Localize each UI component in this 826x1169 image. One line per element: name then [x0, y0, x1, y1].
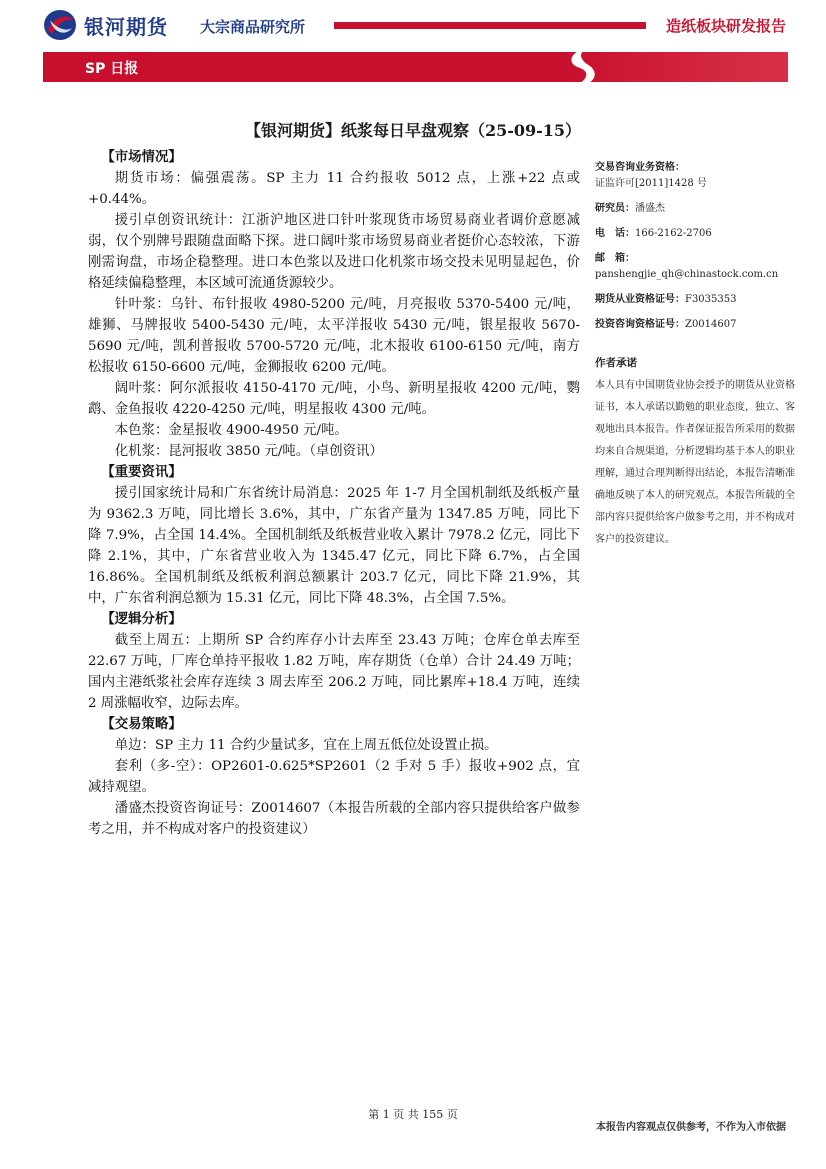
section-heading: 【逻辑分析】 — [101, 611, 182, 627]
body-paragraph: 单边：SP 主力 11 合约少量试多，宜在上周五低位处设置止损。 — [114, 738, 498, 753]
body-paragraph: 针叶浆：乌针、布针报收 4980-5200 元/吨，月亮报收 5370-5400 元/吨，雄狮、马牌报收 5400-5430 元/吨，太平洋报收 5430 元/吨，银星报收 5670-5690 元/吨，凯利普报收 5700-5720 元/吨，北木报收 6100-6150 元/吨，南方松报收 6150-6600 元/吨，金狮报收 6200 元/吨。 — [88, 297, 580, 375]
logo — [42, 8, 168, 42]
body-paragraph: 截至上周五：上期所 SP 合约库存小计去库至 23.43 万吨；仓库仓单去库至 22.67 万吨，厂库仓单持平报收 1.82 万吨，库存期货（仓单）合计 24.49 万吨；国内主港纸浆社会库存连续 3 周去库至 206.2 万吨，同比累库+18.4 万吨，连续 2 周涨幅收窄，边际去库。 — [88, 633, 580, 711]
brand-name: 银河期货 — [84, 14, 168, 39]
footer-disclaimer: 本报告内容观点仅供参考，不作为入市依据 — [596, 1122, 786, 1133]
header-rule — [334, 22, 646, 29]
report-body — [88, 147, 580, 840]
swoosh-icon — [556, 46, 606, 88]
body-paragraph: 本色浆：金星报收 4900-4950 元/吨。 — [114, 423, 348, 438]
email-row — [595, 251, 795, 283]
report-title: 【银河期货】纸浆每日早盘观察（25-09-15） — [244, 121, 582, 140]
invest-cert-number: Z0014607 — [685, 319, 737, 330]
commitment-text: 本人具有中国期货业协会授予的期货从业资格证书，本人承诺以勤勉的职业态度，独立、客观地出具本报告。作者保证报告所采用的数据均来自合规渠道，分析逻辑均基于本人的职业理解，通过合理判断得出结论，本报告清晰准确地反映了本人的研究观点。本报告所载的全部内容只提供给客户做参考之用，并不构成对客户的投资建议。 — [595, 380, 795, 545]
phone-number: 166-2162-2706 — [635, 228, 712, 239]
banner-label: SP 日报 — [85, 61, 139, 77]
institute-name: 大宗商品研究所 — [200, 18, 306, 36]
futures-cert-label: 期货从业资格证号： — [595, 294, 685, 305]
report-type: 造纸板块研发报告 — [665, 17, 786, 35]
license-number: 证监许可[2011]1428 号 — [595, 178, 707, 189]
section-heading: 【市场情况】 — [101, 149, 182, 165]
researcher-row — [595, 201, 795, 217]
body-paragraph: 化机浆：昆河报收 3850 元/吨。（卓创资讯） — [114, 444, 383, 459]
qualification-label: 交易咨询业务资格： — [595, 162, 685, 173]
futures-cert-row — [595, 292, 795, 308]
researcher-label: 研究员： — [595, 203, 635, 214]
invest-cert-label: 投资咨询资格证号： — [595, 319, 685, 330]
email-address: panshengjie_qh@chinastock.com.cn — [595, 269, 779, 280]
body-paragraph: 阔叶浆：阿尔派报收 4150-4170 元/吨，小鸟、新明星报收 4200 元/吨，鹦鹉、金鱼报收 4220-4250 元/吨，明星报收 4300 元/吨。 — [88, 381, 580, 417]
futures-cert-number: F3035353 — [685, 294, 737, 305]
galaxy-logo-icon — [42, 8, 78, 42]
body-paragraph: 套利（多-空）：OP2601-0.625*SP2601（2 手对 5 手）报收+902 点，宜减持观望。 — [88, 759, 580, 795]
page-header — [0, 0, 826, 90]
body-paragraph: 期货市场：偏强震荡。SP 主力 11 合约报收 5012 点，上涨+22 点或+0.44%。 — [88, 171, 580, 207]
body-paragraph: 潘盛杰投资咨询证号：Z0014607（本报告所载的全部内容只提供给客户做参考之用，并不构成对客户的投资建议） — [88, 801, 580, 837]
phone-label: 电 话： — [595, 228, 635, 239]
sidebar — [595, 160, 795, 551]
report-banner — [43, 52, 788, 82]
commitment-title: 作者承诺 — [595, 357, 637, 369]
invest-cert-row — [595, 317, 795, 333]
phone-row — [595, 226, 795, 242]
email-label: 邮 箱： — [595, 253, 635, 264]
qualification-block — [595, 160, 795, 192]
body-paragraph: 援引卓创资讯统计：江浙沪地区进口针叶浆现货市场贸易商业者调价意愿减弱，仅个别牌号跟随盘面略下探。进口阔叶浆市场贸易商业者挺价心态较浓，下游刚需询盘，市场企稳整理。进口本色浆以及进口化机浆市场交投未见明显起色，价格延续偏稳整理，本区域可流通货源较少。 — [88, 213, 580, 291]
body-paragraph: 援引国家统计局和广东省统计局消息：2025 年 1-7 月全国机制纸及纸板产量为 9362.3 万吨，同比增长 3.6%，其中，广东省产量为 1347.85 万吨，同比下降 7.9%，占全国 14.4%。全国机制纸及纸板营业收入累计 7978.2 亿元，同比下降 2.1%，其中，广东省营业收入为 1345.47 亿元，同比下降 6.7%，占全国 16.86%。全国机制纸及纸板利润总额累计 203.7 亿元，同比下降 21.9%，其中，广东省利润总额为 15.31 亿元，同比下降 48.3%，占全国 7.5%。 — [88, 486, 580, 606]
researcher-name: 潘盛杰 — [635, 203, 665, 214]
section-heading: 【重要资讯】 — [101, 464, 182, 480]
page-number: 第 1 页 共 155 页 — [368, 1108, 458, 1121]
section-heading: 【交易策略】 — [101, 716, 182, 732]
